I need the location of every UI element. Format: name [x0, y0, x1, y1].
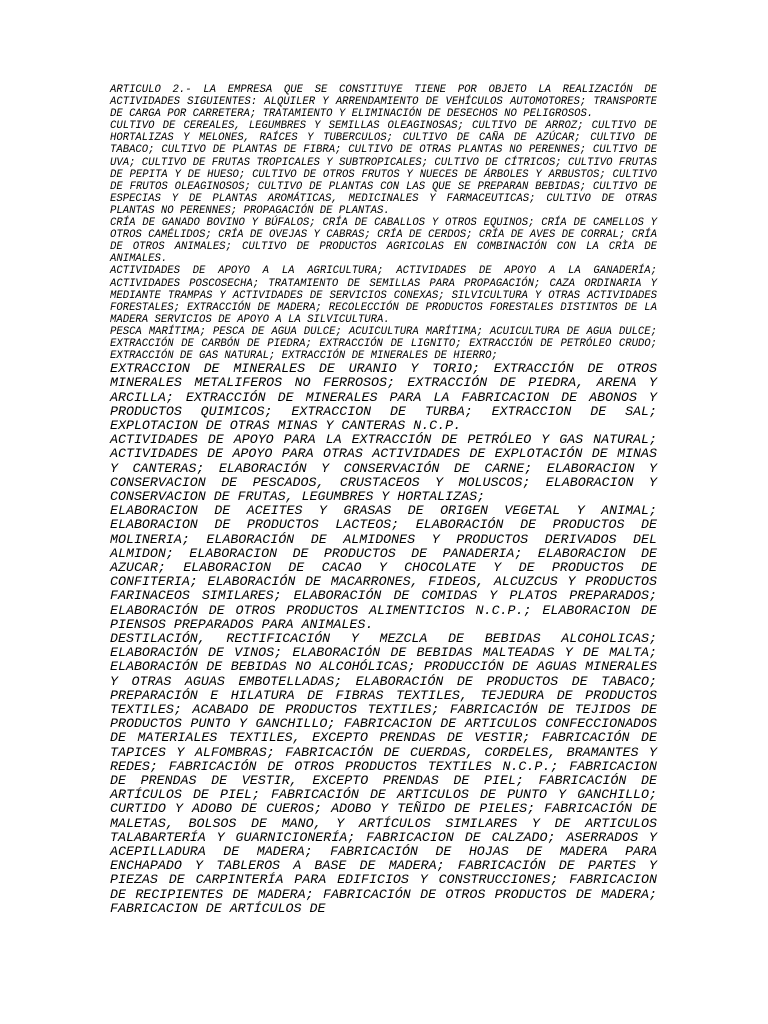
paragraph-pesca-extraccion: PESCA MARÍTIMA; PESCA DE AGUA DULCE; ACUICULTURA MARÍTIMA; ACUICULTURA DE AGUA DULCE; EXTRACCIÓN DE CARBÓN DE PIEDRA; EXTRACCIÓN DE LIGNITO; EXTRACCIÓN DE PETRÓLEO CRUDO; EXTRACCIÓN DE GAS NATURAL; EXTRACCIÓN DE MINERALES DE HIERRO;	[110, 325, 657, 363]
document-page	[110, 84, 657, 916]
paragraph-cultivos: CULTIVO DE CEREALES, LEGUMBRES Y SEMILLAS OLEAGINOSAS; CULTIVO DE ARROZ; CULTIVO DE HORTALIZAS Y MELONES, RAÍCES Y TUBERCULOS; CULTIVO DE CAÑA DE AZÚCAR; CULTIVO DE TABACO; CULTIVO DE PLANTAS DE FIBRA; CULTIVO DE OTRAS PLANTAS NO PERENNES; CULTIVO DE UVA; CULTIVO DE FRUTAS TROPICALES Y SUBTROPICALES; CULTIVO DE CÍTRICOS; CULTIVO FRUTAS DE PEPITA Y DE HUESO; CULTIVO DE OTROS FRUTOS Y NUECES DE ÁRBOLES Y ARBUSTOS; CULTIVO DE FRUTOS OLEAGINOSOS; CULTIVO DE PLANTAS CON LAS QUE SE PREPARAN BEBIDAS; CULTIVO DE ESPECIAS Y DE PLANTAS AROMÁTICAS, MEDICINALES Y FARMACEUTICAS; CULTIVO DE OTRAS PLANTAS NO PERENNES; PROPAGACIÓN DE PLANTAS.	[110, 120, 657, 217]
paragraph-cria-animales: CRÍA DE GANADO BOVINO Y BÚFALOS; CRÍA DE CABALLOS Y OTROS EQUINOS; CRÍA DE CAMELLOS Y OTROS CAMÉLIDOS; CRÍA DE OVEJAS Y CABRAS; CRÍA DE CERDOS; CRÍA DE AVES DE CORRAL; CRÍA DE OTROS ANIMALES; CULTIVO DE PRODUCTOS AGRICOLAS EN COMBINACIÓN CON LA CRÌA DE ANIMALES.	[110, 217, 657, 266]
paragraph-actividades-apoyo: ACTIVIDADES DE APOYO PARA LA EXTRACCIÓN DE PETRÓLEO Y GAS NATURAL; ACTIVIDADES DE APOYO PARA OTRAS ACTIVIDADES DE EXPLOTACIÓN DE MINAS Y CANTERAS; ELABORACIÓN Y CONSERVACIÓN DE CARNE; ELABORACION Y CONSERVACION DE PESCADOS, CRUSTACEOS Y MOLUSCOS; ELABORACION Y CONSERVACION DE FRUTAS, LEGUMBRES Y HORTALIZAS;	[110, 432, 657, 504]
small-text-section	[110, 84, 657, 362]
paragraph-apoyo-agricultura: ACTIVIDADES DE APOYO A LA AGRICULTURA; ACTIVIDADES DE APOYO A LA GANADERÍA; ACTIVIDADES POSCOSECHA; TRATAMIENTO DE SEMILLAS PARA PROPAGACIÓN; CAZA ORDINARIA Y MEDIANTE TRAMPAS Y ACTIVIDADES DE SERVICIOS CONEXAS; SILVICULTURA Y OTRAS ACTIVIDADES FORESTALES; EXTRACCIÓN DE MADERA; RECOLECCIÓN DE PRODUCTOS FORESTALES DISTINTOS DE LA MADERA SERVICIOS DE APOYO A LA SILVICULTURA.	[110, 265, 657, 326]
paragraph-articulo-2: ARTICULO 2.- LA EMPRESA QUE SE CONSTITUYE TIENE POR OBJETO LA REALIZACIÓN DE ACTIVIDADES SIGUIENTES: ALQUILER Y ARRENDAMIENTO DE VEHÍCULOS AUTOMOTORES; TRANSPORTE DE CARGA POR CARRETERA; TRATAMIENTO Y ELIMINACIÓN DE DESECHOS NO PELIGROSOS.	[110, 84, 657, 121]
paragraph-bebidas-textiles-madera: DESTILACIÓN, RECTIFICACIÓN Y MEZCLA DE BEBIDAS ALCOHOLICAS; ELABORACIÓN DE VINOS; ELABORACIÓN DE BEBIDAS MALTEADAS Y DE MALTA; ELABORACIÓN DE BEBIDAS NO ALCOHÓLICAS; PRODUCCIÓN DE AGUAS MINERALES Y OTRAS AGUAS EMBOTELLADAS; ELABORACIÓN DE PRODUCTOS DE TABACO; PREPARACIÓN E HILATURA DE FIBRAS TEXTILES, TEJEDURA DE PRODUCTOS TEXTILES; ACABADO DE PRODUCTOS TEXTILES; FABRICACIÓN DE TEJIDOS DE PRODUCTOS PUNTO Y GANCHILLO; FABRICACION DE ARTICULOS CONFECCIONADOS DE MATERIALES TEXTILES, EXCEPTO PRENDAS DE VESTIR; FABRICACIÓN DE TAPICES Y ALFOMBRAS; FABRICACIÓN DE CUERDAS, CORDELES, BRAMANTES Y REDES; FABRICACIÓN DE OTROS PRODUCTOS TEXTILES N.C.P.; FABRICACION DE PRENDAS DE VESTIR, EXCEPTO PRENDAS DE PIEL; FABRICACIÓN DE ARTÍCULOS DE PIEL; FABRICACIÓN DE ARTICULOS DE PUNTO Y GANCHILLO; CURTIDO Y ADOBO DE CUEROS; ADOBO Y TEÑIDO DE PIELES; FABRICACIÓN DE MALETAS, BOLSOS DE MANO, Y ARTÍCULOS SIMILARES Y DE ARTICULOS TALABARTERÍA Y GUARNICIONERÍA; FABRICACION DE CALZADO; ASERRADOS Y ACEPILLADURA DE MADERA; FABRICACIÓN DE HOJAS DE MADERA PARA ENCHAPADO Y TABLEROS A BASE DE MADERA; FABRICACIÓN DE PARTES Y PIEZAS DE CARPINTERÍA PARA EDIFICIOS Y CONSTRUCCIONES; FABRICACION DE RECIPIENTES DE MADERA; FABRICACIÓN DE OTROS PRODUCTOS DE MADERA; FABRICACION DE ARTÍCULOS DE	[110, 631, 657, 916]
paragraph-elaboracion-alimentos: ELABORACION DE ACEITES Y GRASAS DE ORIGEN VEGETAL Y ANIMAL; ELABORACION DE PRODUCTOS LACTEOS; ELABORACIÓN DE PRODUCTOS DE MOLINERIA; ELABORACIÓN DE ALMIDONES Y PRODUCTOS DERIVADOS DEL ALMIDON; ELABORACION DE PRODUCTOS DE PANADERIA; ELABORACION DE AZUCAR; ELABORACION DE CACAO Y CHOCOLATE Y DE PRODUCTOS DE CONFITERIA; ELABORACIÓN DE MACARRONES, FIDEOS, ALCUZCUS Y PRODUCTOS FARINACEOS SIMILARES; ELABORACIÓN DE COMIDAS Y PLATOS PREPARADOS; ELABORACIÓN DE OTROS PRODUCTOS ALIMENTICIOS N.C.P.; ELABORACION DE PIENSOS PREPARADOS PARA ANIMALES.	[110, 503, 657, 632]
paragraph-extraccion-minerales: EXTRACCION DE MINERALES DE URANIO Y TORIO; EXTRACCIÓN DE OTROS MINERALES METALIFEROS NO FERROSOS; EXTRACCIÓN DE PIEDRA, ARENA Y ARCILLA; EXTRACCIÓN DE MINERALES PARA LA FABRICACION DE ABONOS Y PRODUCTOS QUIMICOS; EXTRACCION DE TURBA; EXTRACCION DE SAL; EXPLOTACION DE OTRAS MINAS Y CANTERAS N.C.P.	[110, 361, 657, 433]
large-text-section	[110, 362, 657, 916]
